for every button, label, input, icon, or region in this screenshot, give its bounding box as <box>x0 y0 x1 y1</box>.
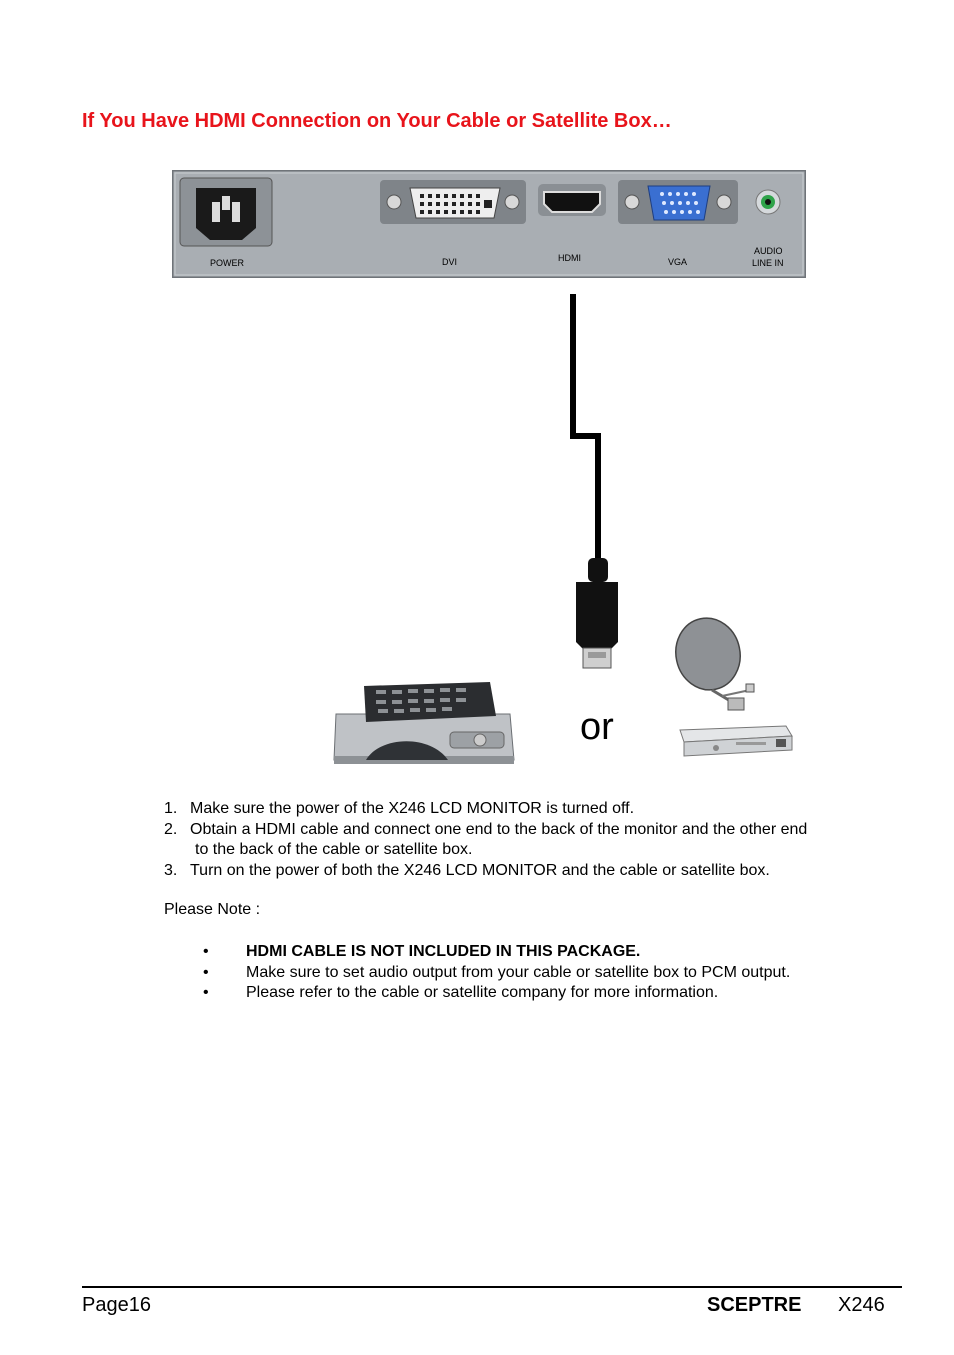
vga-port-icon <box>618 180 738 224</box>
bullet-icon: • <box>203 943 209 960</box>
step-text: Obtain a HDMI cable and connect one end to the back of the monitor and the other end <box>190 820 808 838</box>
audio-label-line2: LINE IN <box>752 258 784 268</box>
step-item <box>164 820 924 861</box>
step-number: 3. <box>164 861 178 879</box>
bullet-icon: • <box>203 963 209 981</box>
bullet-text: Make sure to set audio output from your cable or satellite box to PCM output. <box>246 963 791 981</box>
step-item <box>164 799 924 820</box>
page-number: Page16 <box>82 1294 151 1316</box>
bullet-text: Please refer to the cable or satellite company for more information. <box>246 984 719 1001</box>
monitor-rear-panel-illustration <box>172 170 806 278</box>
bullet-icon: • <box>203 984 209 1001</box>
audio-jack-icon <box>756 190 780 214</box>
dvi-port-icon <box>380 180 526 224</box>
bullet-item <box>203 942 903 963</box>
audio-label-line1: AUDIO <box>754 246 783 256</box>
bullet-text: HDMI CABLE IS NOT INCLUDED IN THIS PACKAGE. <box>246 943 641 960</box>
remote-control-icon <box>364 682 496 722</box>
satellite-receiver-illustration <box>676 722 794 758</box>
or-label: or <box>580 706 614 748</box>
step-text: Make sure the power of the X246 LCD MONITOR is turned off. <box>190 800 635 817</box>
step-text: Turn on the power of both the X246 LCD MONITOR and the cable or satellite box. <box>190 861 770 879</box>
hdmi-cable-illustration <box>560 292 620 672</box>
step-number: 1. <box>164 800 178 817</box>
instruction-steps <box>164 799 924 881</box>
step-text-continued: to the back of the cable or satellite box. <box>195 841 473 858</box>
step-item <box>164 861 924 882</box>
satellite-dish-illustration <box>672 614 756 714</box>
power-label: POWER <box>210 258 245 268</box>
note-label: Please Note : <box>164 901 261 918</box>
bullet-item <box>203 963 903 984</box>
note-bullets <box>203 942 903 1004</box>
hdmi-label: HDMI <box>558 253 581 263</box>
model-number: X246 <box>838 1294 885 1316</box>
bullet-item <box>203 983 903 1004</box>
footer-divider <box>82 1286 902 1288</box>
hdmi-port-icon <box>538 184 606 216</box>
vga-label: VGA <box>668 257 688 267</box>
dvi-label: DVI <box>442 257 458 267</box>
section-heading: If You Have HDMI Connection on Your Cable or Satellite Box… <box>82 110 672 132</box>
brand-name: SCEPTRE <box>707 1294 802 1316</box>
cable-box-illustration <box>330 678 516 768</box>
step-number: 2. <box>164 820 178 838</box>
power-socket-icon <box>180 178 272 246</box>
